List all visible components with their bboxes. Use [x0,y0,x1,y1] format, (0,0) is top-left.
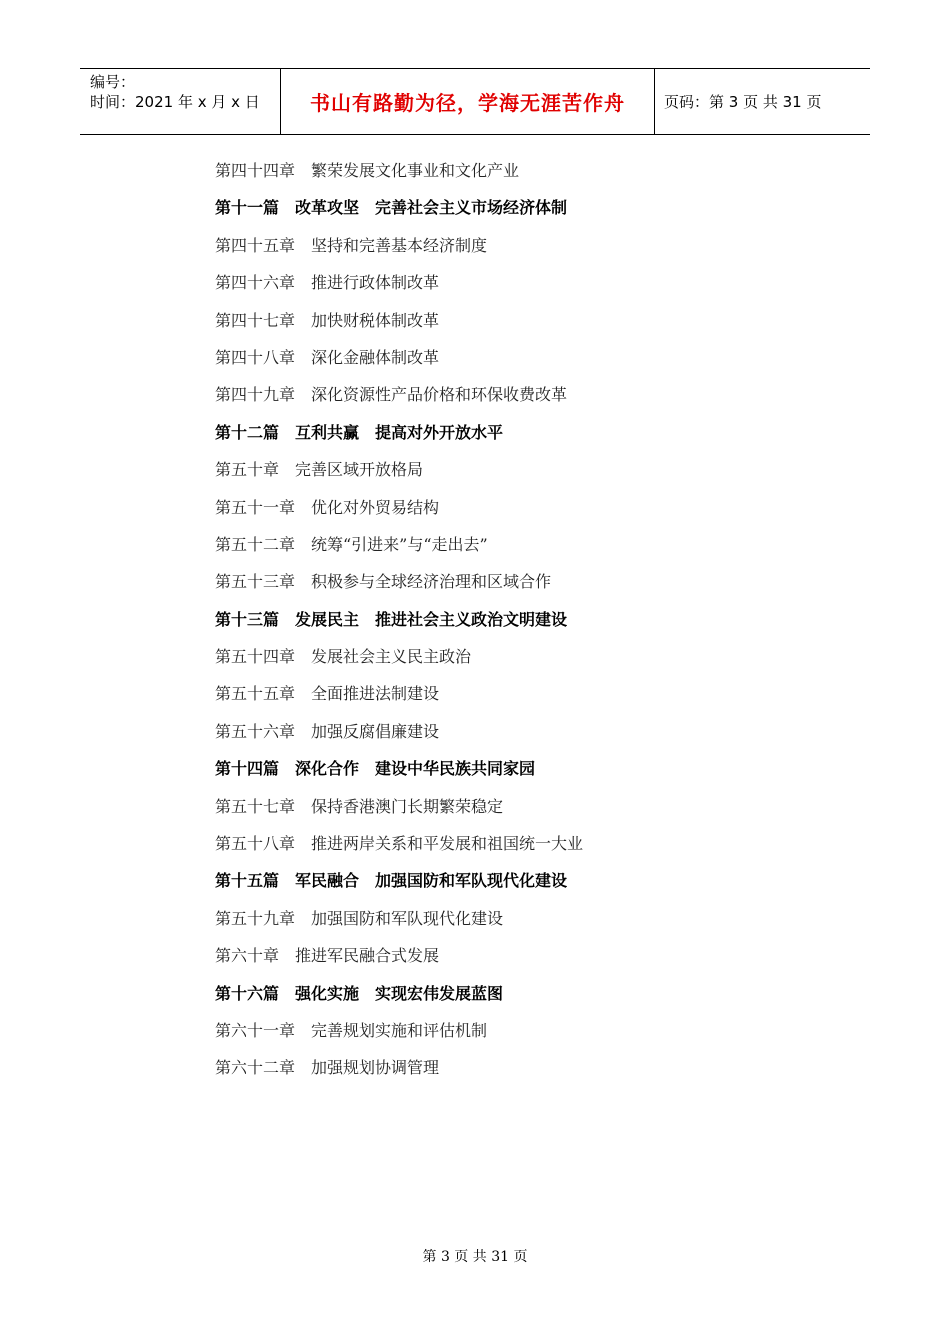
toc-chapter-item: 第六十章 推进军民融合式发展 [215,946,440,966]
toc-chapter-item: 第五十八章 推进两岸关系和平发展和祖国统一大业 [215,834,584,854]
table-of-contents [215,152,875,1087]
toc-chapter-item: 第五十五章 全面推进法制建设 [215,684,440,704]
toc-part-heading: 第十五篇 军民融合 加强国防和军队现代化建设 [215,871,568,891]
toc-chapter-item: 第五十七章 保持香港澳门长期繁荣稳定 [215,796,504,816]
toc-chapter-item: 第四十七章 加快财税体制改革 [215,310,440,330]
header-page-info: 页码：第 3 页 共 31 页 [664,93,822,111]
page-header [80,68,870,135]
toc-part-heading: 第十六篇 强化实施 实现宏伟发展蓝图 [215,983,504,1003]
header-page-cell [655,69,870,134]
document-date: 时间：2021 年 x 月 x 日 [90,93,260,111]
toc-chapter-item: 第五十四章 发展社会主义民主政治 [215,647,472,667]
header-meta [80,69,281,134]
page-footer: 第 3 页 共 31 页 [422,1249,528,1265]
toc-chapter-item: 第五十一章 优化对外贸易结构 [215,497,440,517]
toc-chapter-item: 第五十六章 加强反腐倡廉建设 [215,721,440,741]
header-motto-cell [281,69,655,134]
toc-part-heading: 第十三篇 发展民主 推进社会主义政治文明建设 [215,609,568,629]
toc-chapter-item: 第四十八章 深化金融体制改革 [215,347,440,367]
toc-chapter-item: 第六十二章 加强规划协调管理 [215,1058,440,1078]
toc-part-heading: 第十四篇 深化合作 建设中华民族共同家园 [215,759,536,779]
toc-part-heading: 第十一篇 改革攻坚 完善社会主义市场经济体制 [215,198,568,218]
toc-chapter-item: 第五十章 完善区域开放格局 [215,460,424,480]
header-motto: 书山有路勤为径，学海无涯苦作舟 [310,91,625,115]
toc-chapter-item: 第六十一章 完善规划实施和评估机制 [215,1020,488,1040]
toc-chapter-item: 第四十五章 坚持和完善基本经济制度 [215,235,488,255]
toc-part-heading: 第十二篇 互利共赢 提高对外开放水平 [215,422,504,442]
toc-chapter-item: 第五十二章 统筹“引进来”与“走出去” [215,534,488,554]
toc-chapter-item: 第五十九章 加强国防和军队现代化建设 [215,908,504,928]
toc-chapter-item: 第四十四章 繁荣发展文化事业和文化产业 [215,161,520,180]
toc-chapter-item: 第四十六章 推进行政体制改革 [215,273,440,293]
toc-chapter-item: 第四十九章 深化资源性产品价格和环保收费改革 [215,385,568,405]
toc-chapter-item: 第五十三章 积极参与全球经济治理和区域合作 [215,572,552,592]
document-number: 编号： [90,73,136,91]
